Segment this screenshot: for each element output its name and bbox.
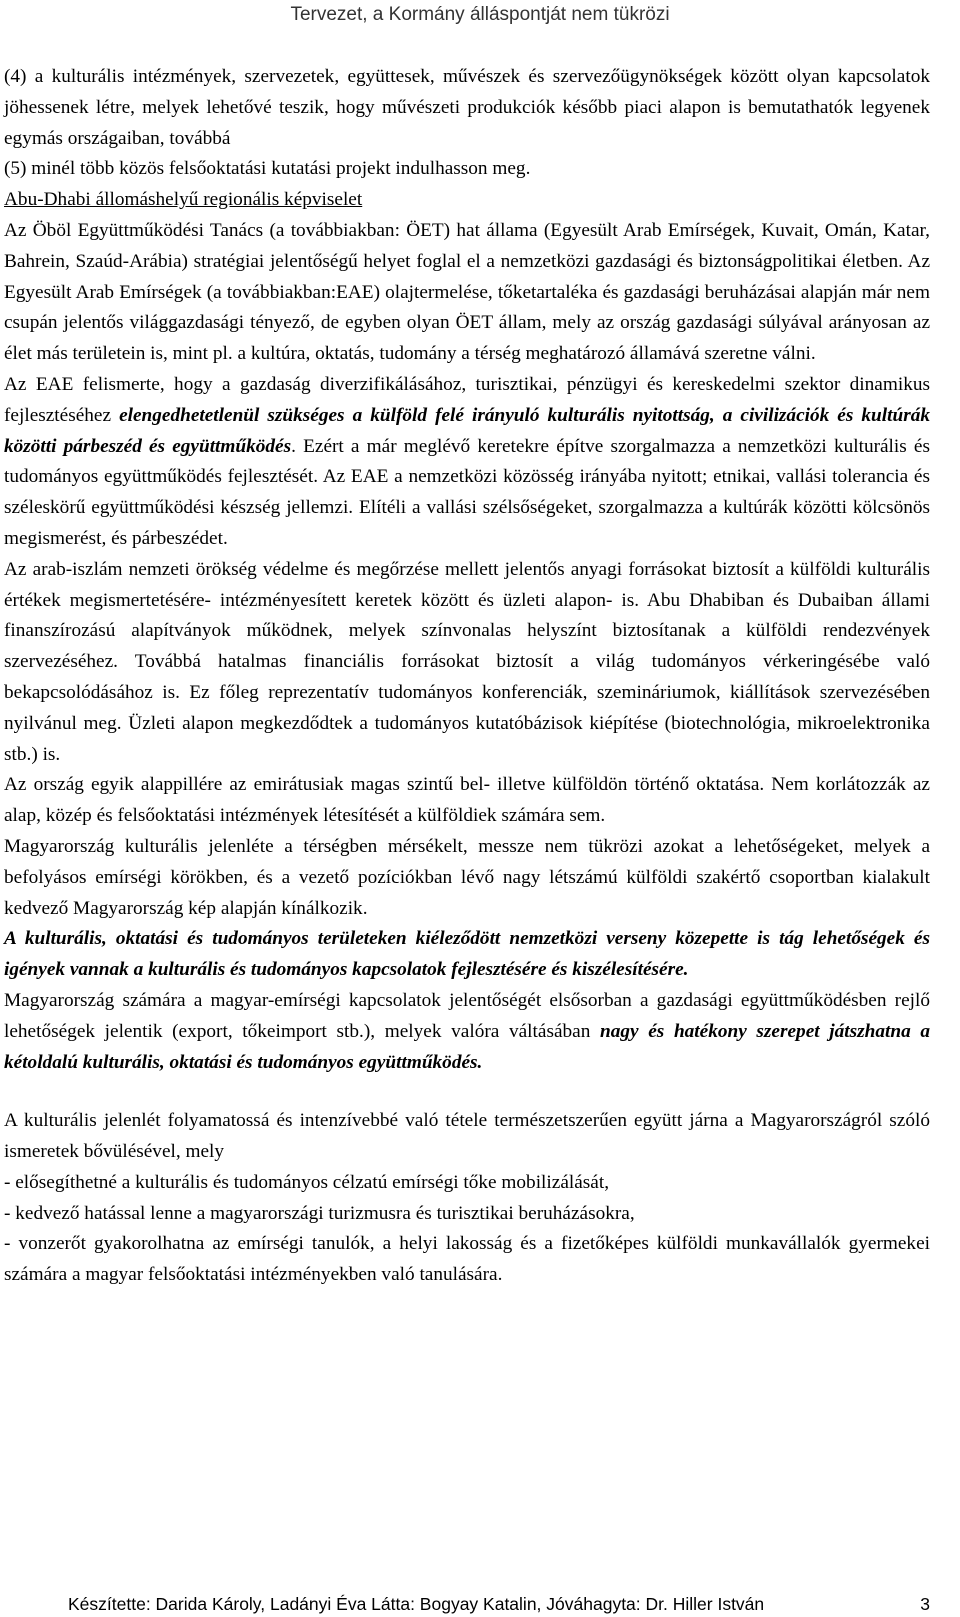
spacer: [4, 1078, 930, 1106]
paragraph-text: Magyarország számára a magyar-emírségi kapcsolatok jelentőségét elsősorban a gazdasági együttműködésben rejlő lehetőségek jelentik (export, tőkeimport stb.), melyek valóra váltásában: [4, 989, 930, 1042]
list-item: - kedvező hatással lenne a magyarországi turizmusra és turisztikai beruházásokra,: [4, 1202, 635, 1224]
paragraph-hungary-presence: Magyarország kulturális jelenléte a térségben mérsékelt, messze nem tükrözi azokat a lehetőségeket, melyek a befolyásos emírségi körökben, és a vezető pozíciókban lévő nagy létszámú külföldi szakértő csoportban kialakult kedvező Magyarország kép alapján kínálkozik.: [4, 835, 930, 919]
paragraph-heritage: Az arab-iszlám nemzeti örökség védelme és megőrzése mellett jelentős anyagi forrásokat biztosít a külföldi kulturális értékek megismertetésére- intézményesített keretek között és üzleti alapon- is. Abu Dhabiban és Dubaiban állami finanszírozású alapítványok működnek, melyek színvonalas helyszínt biztosítanak a külföldi rendezvények szervezéséhez. Továbbá hatalmas financiális forrásokat biztosít a világ tudományos vérkeringésébe való bekapcsolódásához is. Ez főleg reprezentatív tudományos konferenciák, szemináriumok, kiállítások szervezésében nyilvánul meg. Üzleti alapon megkezdődtek a tudományos kutatóbázisok kiépítése (biotechnológia, mikroelektronika stb.) is.: [4, 558, 930, 765]
paragraph-relations: [4, 986, 930, 1078]
paragraph-oet: Az Öböl Együttműködési Tanács (a továbbiakban: ÖET) hat állama (Egyesült Arab Emírségek, Kuvait, Omán, Katar, Bahrein, Szaúd-Arábia) stratégiai jelentőségű helyet foglal el a nemzetközi gazdasági és biztonságpolitikai életben. Az Egyesült Arab Emírségek (a továbbiakban:EAE) olajtermelése, tőketartaléka és gazdasági beruházásai alapján már nem csupán jelentős világgazdasági tényező, de egyben olyan ÖET állam, mely az ország gazdasági súlyával arányosan az élet más területein is, mint pl. a kultúra, oktatás, tudomány a térség meghatározó államává szeretne válni.: [4, 219, 930, 365]
paragraph-item-4: (4) a kulturális intézmények, szervezetek, együttesek, művészek és szervezőügynökségek között olyan kapcsolatok jöhessenek létre, melyek lehetővé teszik, hogy művészeti produkciók később piaci alapon is bemutathatók legyenek egymás országaiban, továbbá: [4, 66, 930, 149]
paragraph-item-5: (5) minél több közös felsőoktatási kutatási projekt indulhasson meg.: [4, 158, 531, 180]
page-footer: [68, 1594, 930, 1615]
page-number: 3: [920, 1594, 930, 1614]
section-heading: Abu-Dhabi állomáshelyű regionális képviselet: [4, 189, 363, 211]
document-body: [4, 62, 930, 1291]
paragraph-education: Az ország egyik alappillére az emirátusiak magas szintű bel- illetve külföldön történő oktatása. Nem korlátozzák az alap, közép és felsőoktatási intézmények létesítését a külföldiek számára sem.: [4, 774, 930, 827]
paragraph-eae-recognition: [4, 370, 930, 555]
paragraph-opportunities: A kulturális, oktatási és tudományos területeken kiéleződött nemzetközi verseny közepette is tág lehetőségek és igények vannak a kulturális és tudományos kapcsolatok fejlesztésére és kiszélesítésére.: [4, 928, 930, 981]
emphasis-text: nagy és hatékony szerepet játszhatna a kétoldalú kulturális, oktatási és tudományos együttműködés.: [4, 1020, 930, 1073]
list-item: - elősegíthetné a kulturális és tudományos célzatú emírségi tőke mobilizálását,: [4, 1171, 610, 1193]
paragraph-presence-benefits: A kulturális jelenlét folyamatossá és intenzívebbé való tétele természetszerűen együtt járna a Magyarországról szóló ismeretek bővülésével, mely: [4, 1110, 930, 1163]
emphasis-text: elengedhetetlenül szükséges a külföld felé irányuló kulturális nyitottság, a civilizációk és kultúrák közötti párbeszéd és együttműködés: [4, 404, 930, 457]
footer-credits: Készítette: Darida Károly, Ladányi Éva Látta: Bogyay Katalin, Jóváhagyta: Dr. Hiller István: [68, 1594, 765, 1614]
paragraph-text: Az EAE felismerte, hogy a gazdaság diverzifikálásához, turisztikai, pénzügyi és kereskedelmi szektor dinamikus fejlesztéséhez: [4, 373, 930, 426]
page-header: Tervezet, a Kormány álláspontját nem tükrözi: [290, 4, 670, 25]
paragraph-text: . Ezért a már meglévő keretekre építve szorgalmazza a nemzetközi kulturális és tudományos együttműködés fejlesztését. Az EAE a nemzetközi közösség irányába nyitott; etnikai, vallási tolerancia és széleskörű együttműködési készség jellemzi. Elítéli a vallási szélsőségeket, szorgalmazza a kultúrák közötti kölcsönös megismerést, és párbeszédet.: [4, 435, 930, 549]
list-item: - vonzerőt gyakorolhatna az emírségi tanulók, a helyi lakosság és a fizetőképes külföldi munkavállalók gyermekei számára a magyar felsőoktatási intézményekben való tanulására.: [4, 1233, 930, 1286]
